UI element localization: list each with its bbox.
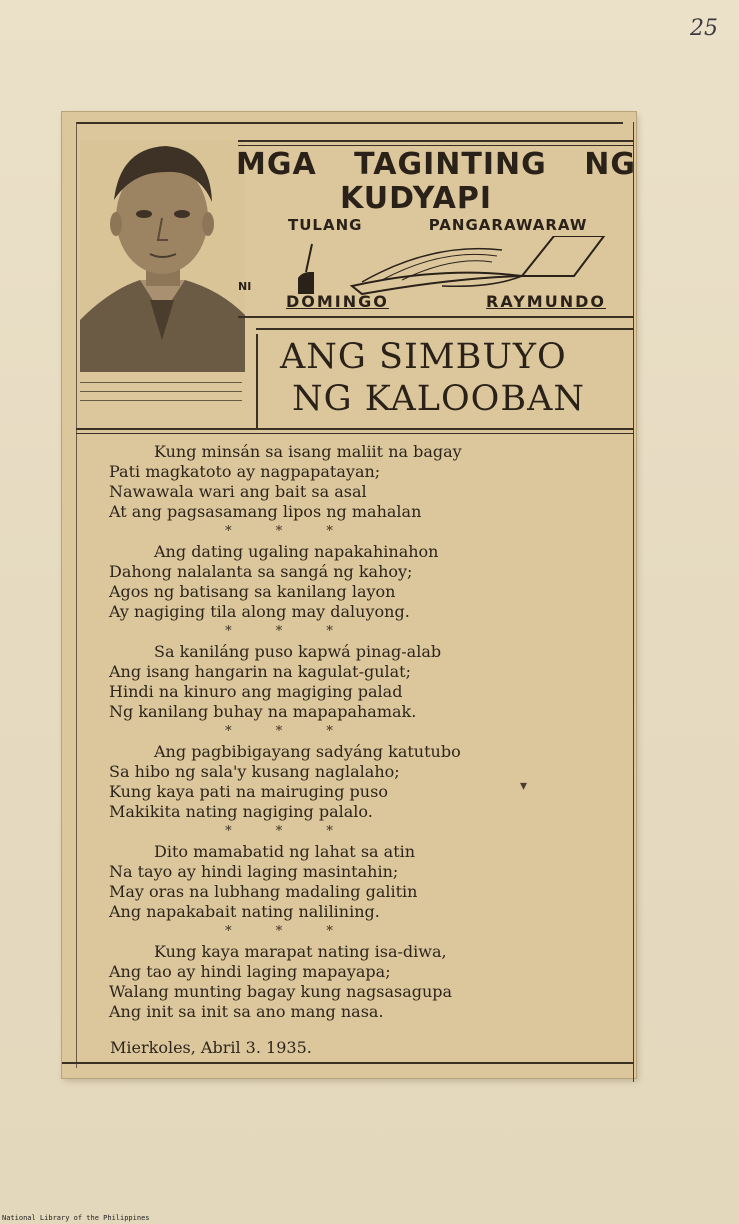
ink-smudge-icon: ▾: [520, 779, 528, 794]
stanza: [109, 442, 549, 522]
poem-line: Walang munting bagay kung nagsasagupa: [109, 982, 453, 1001]
stanza: [109, 542, 549, 622]
author-portrait: [80, 140, 245, 372]
newspaper-clipping: [62, 112, 636, 1078]
poem-line: Ang isang hangarin na kagulat-gulat;: [109, 662, 411, 681]
stanza-separator: * * *: [225, 524, 353, 539]
series-title: [236, 148, 636, 216]
poem-line: Kung kaya pati na mairuging puso: [109, 782, 388, 801]
poem-title: [278, 336, 634, 420]
poem-line: Dito mamabatid ng lahat sa atin: [154, 842, 416, 861]
poem-line: Hindi na kinuro ang magiging palad: [109, 682, 403, 701]
series-title-word: NG: [584, 147, 636, 182]
stanza-separator: * * *: [225, 824, 353, 839]
stanza-separator: * * *: [225, 924, 353, 939]
dateline: Mierkoles, Abril 3. 1935.: [110, 1038, 312, 1057]
poem-title-box: [256, 334, 636, 428]
poem-line: Makikita nating nagiging palalo.: [109, 802, 373, 821]
poem-line: Nawawala wari ang bait sa asal: [109, 482, 367, 501]
portrait-caption-lines: [80, 382, 242, 409]
header-top-rule-thin: [238, 145, 634, 146]
poem-line: Kung kaya marapat nating isa-diwa,: [154, 942, 447, 961]
clipping-bottom-border: [62, 1062, 634, 1064]
poem-line: Ang dating ugaling napakahinahon: [154, 542, 439, 561]
poem-line: Ang napakabait nating nalilining.: [109, 902, 380, 921]
clipping-right-border: [633, 122, 634, 1082]
header-bottom-rule: [238, 316, 634, 318]
poem-line: Ng kanilang buhay na mapapahamak.: [109, 702, 417, 721]
byline-prefix: NI: [238, 280, 252, 293]
stanza-separator: * * *: [225, 724, 353, 739]
poem-line: Ang init sa init sa ano mang nasa.: [109, 1002, 384, 1021]
byline-word: DOMINGO: [286, 292, 389, 311]
poem-line: Agos ng batisang sa kanilang layon: [109, 582, 396, 601]
poem-title-line1: ANG SIMBUYO: [280, 337, 567, 377]
subtitle-word: PANGARAWARAW: [428, 216, 588, 234]
stanza: [109, 742, 549, 822]
footer-credit: National Library of the Philippines: [2, 1214, 150, 1222]
subtitle-word: TULANG: [288, 216, 363, 234]
section-divider: [76, 428, 634, 434]
poem-line: Sa hibo ng sala'y kusang naglalaho;: [109, 762, 400, 781]
poem-line: Ang tao ay hindi laging mapayapa;: [109, 962, 391, 981]
page-number: 25: [690, 16, 718, 41]
series-title-line2: KUDYAPI: [340, 181, 493, 216]
poem-title-line2: NG KALOOBAN: [292, 379, 585, 419]
subtitle: [288, 216, 587, 234]
header-top-rule: [238, 140, 634, 142]
series-title-word: MGA: [236, 147, 317, 182]
title-top-rule: [256, 328, 634, 330]
series-title-word: TAGINTING: [354, 147, 547, 182]
stanza: [109, 642, 549, 722]
poem-line: Ay nagiging tila along may daluyong.: [109, 602, 410, 621]
stanza: [109, 942, 549, 1022]
byline-word: RAYMUNDO: [486, 292, 606, 311]
poem-body: [109, 442, 549, 1022]
poem-line: Sa kaniláng puso kapwá pinag-alab: [154, 642, 442, 661]
poem-line: Ang pagbibigayang sadyáng katutubo: [154, 742, 461, 761]
byline-author: [286, 292, 606, 311]
poem-line: At ang pagsasamang lipos ng mahalan: [109, 502, 422, 521]
poem-line: May oras na lubhang madaling galitin: [109, 882, 418, 901]
poem-line: Dahong nalalanta sa sangá ng kahoy;: [109, 562, 413, 581]
stanza: [109, 842, 549, 922]
poem-line: Na tayo ay hindi laging masintahin;: [109, 862, 399, 881]
poem-line: Kung minsán sa isang maliit na bagay: [154, 442, 462, 461]
stanza-separator: * * *: [225, 624, 353, 639]
poem-line: Pati magkatoto ay nagpapatayan;: [109, 462, 381, 481]
